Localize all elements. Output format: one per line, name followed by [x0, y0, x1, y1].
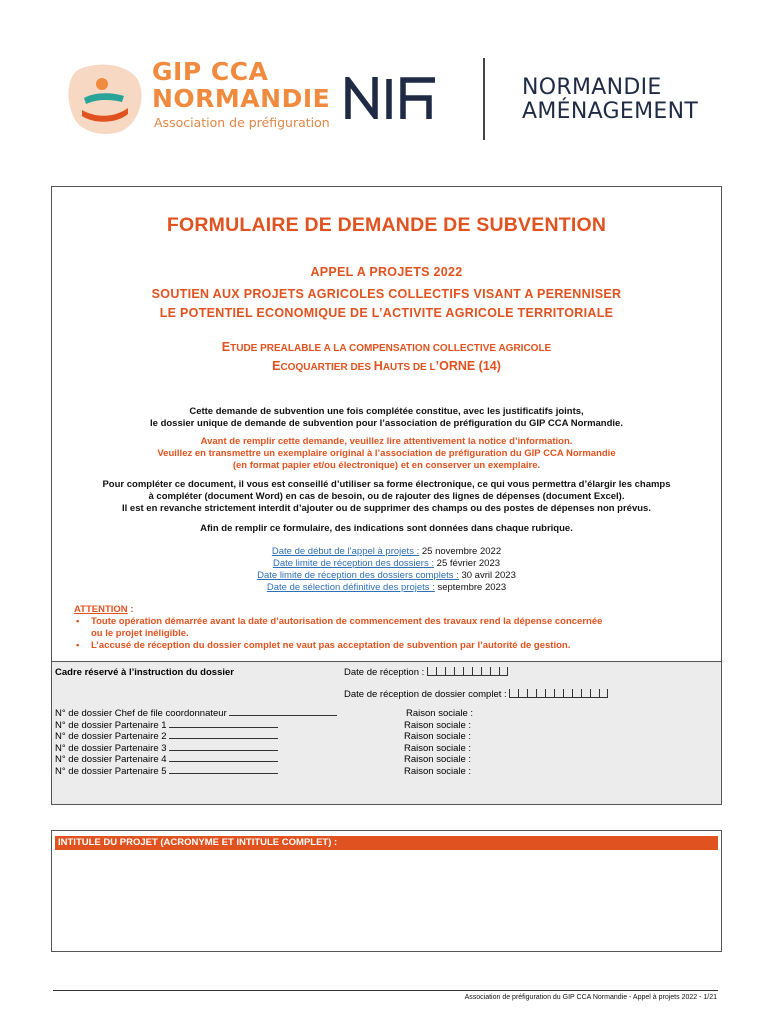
eco-o: O [439, 359, 449, 373]
gip-cca-logo-line2: NORMANDIE [152, 84, 331, 113]
attention-item-line2: ou le projet inéligible. [91, 628, 189, 639]
dossier-input-line[interactable] [169, 743, 278, 751]
etude-rest: TUDE PREALABLE A LA COMPENSATION COLLECTIVE AGRICOLE [230, 343, 552, 354]
notice-line2: Veuillez en transmettre un exemplaire original à l’association de préfiguration du GIP CCA Normandie [157, 448, 616, 459]
dossier-input-line[interactable] [169, 731, 278, 739]
raison-sociale-label: Raison sociale : [404, 731, 472, 742]
date-label: Date limite de réception des dossiers complets : [257, 570, 459, 581]
dossier-label: N° de dossier Chef de file coordonnateur [55, 708, 230, 719]
gip-cca-logo-title [152, 58, 330, 112]
eco-initial: E [272, 359, 281, 373]
dossier-label: N° de dossier Partenaire 4 [55, 754, 170, 765]
dossier-label: N° de dossier Partenaire 2 [55, 731, 170, 742]
attention-item [74, 616, 714, 640]
dossier-row-partner4 [55, 754, 337, 766]
raison-sociale-list [404, 708, 473, 777]
dossier-numbers [55, 708, 337, 777]
dossier-input-line[interactable] [169, 720, 278, 728]
dossier-label: N° de dossier Partenaire 5 [55, 765, 170, 777]
complete-reception-date-label: Date de réception de dossier complet : [344, 689, 510, 700]
project-title-header: INTITULE DU PROJET (ACRONYME ET INTITULE COMPLET) : [55, 836, 718, 850]
etude-initial: E [221, 340, 231, 354]
footer-divider [53, 990, 718, 991]
attention-title: ATTENTION [74, 604, 128, 615]
gip-cca-logo [68, 58, 338, 134]
dossier-row-chef [55, 708, 337, 720]
dossier-label: N° de dossier Partenaire 3 [55, 742, 170, 754]
normandie-amenagement-mark-icon [345, 77, 437, 119]
soutien-line1: SOUTIEN AUX PROJETS AGRICOLES COLLECTIFS VISANT A PERENNISER [151, 287, 622, 301]
dossier-label: N° de dossier Partenaire 1 [55, 719, 170, 731]
notice-line1: Avant de remplir cette demande, veuillez lire attentivement la notice d’information. [200, 436, 573, 447]
eco-part2: AUTS DE L [382, 362, 436, 373]
etude-title [51, 338, 722, 356]
date-line-selection [51, 582, 722, 594]
attention-block [74, 604, 714, 652]
form-title: FORMULAIRE DE DEMANDE DE SUBVENTION [166, 214, 607, 236]
gip-cca-logo-line1: GIP CCA [152, 57, 269, 86]
date-value: 25 novembre 2022 [419, 546, 502, 557]
raison-sociale-label: Raison sociale : [404, 765, 472, 777]
advice-line3: Il est en revanche strictement interdit d’ajouter ou de supprimer des champs ou des postes de dépenses non prévus. [122, 503, 651, 514]
eco-part3: RNE (14) [448, 359, 501, 373]
notice-line3: (en format papier et/ou électronique) et en conserver un exemplaire. [232, 460, 541, 471]
eco-apos: ’ [435, 359, 440, 373]
dossier-input-line[interactable] [169, 754, 278, 762]
date-value: septembre 2023 [434, 582, 507, 593]
date-label: Date de début de l’appel à projets : [271, 546, 420, 557]
reception-date-field[interactable] [344, 667, 508, 678]
raison-sociale-label: Raison sociale : [404, 742, 472, 754]
na-logo-line1: NORMANDIE [522, 75, 662, 100]
appel-title: APPEL A PROJETS 2022 [310, 265, 463, 279]
raison-sociale-label: Raison sociale : [404, 719, 472, 731]
eco-part1: COQUARTIER DES [280, 362, 374, 373]
attention-item: • L’accusé de réception du dossier complet ne vaut pas acceptation de subvention par l’autorité de gestion. [74, 640, 714, 652]
date-line-complete [51, 570, 722, 582]
date-value: 25 février 2023 [434, 558, 501, 569]
gip-cca-emblem-icon [68, 62, 142, 134]
date-label: Date de sélection définitive des projets : [266, 582, 435, 593]
indications-line: Afin de remplir ce formulaire, des indications sont données dans chaque rubrique. [200, 523, 573, 534]
raison-sociale-label: Raison sociale : [406, 708, 474, 719]
instruction-box [51, 661, 722, 805]
na-logo-line2: AMÉNAGEMENT [522, 99, 699, 124]
complete-reception-date-field[interactable] [344, 689, 608, 700]
intro-line2: le dossier unique de demande de subvention pour l’association de préfiguration du GIP CCA Normandie. [150, 418, 623, 429]
normandie-amenagement-logo-text [522, 76, 698, 124]
reception-date-label: Date de réception : [344, 667, 427, 678]
date-label: Date limite de réception des dossiers : [272, 558, 435, 569]
date-value: 30 avril 2023 [458, 570, 516, 581]
dossier-input-line[interactable] [229, 708, 337, 716]
advice-line1: Pour compléter ce document, il vous est conseillé d’utiliser sa forme électronique, ce qui vous permettra d’élargir les champs [102, 479, 671, 490]
intro-line1: Cette demande de subvention une fois complétée constitue, avec les justificatifs joints, [189, 406, 584, 417]
advice-line2: à compléter (document Word) en cas de besoin, ou de rajouter des lignes de dépenses (document Excel). [148, 491, 625, 502]
complete-reception-date-boxes[interactable] [509, 689, 608, 700]
raison-sociale-label: Raison sociale : [404, 754, 472, 765]
instruction-title: Cadre réservé à l’instruction du dossier [55, 667, 234, 678]
dossier-row-partner2 [55, 731, 337, 743]
dossier-row-partner3 [55, 743, 337, 755]
gip-cca-logo-subtitle: Association de préfiguration [154, 115, 330, 130]
project-title-box[interactable] [51, 830, 722, 952]
footer-text: Association de préfiguration du GIP CCA Normandie - Appel à projets 2022 - 1/21 [464, 994, 717, 1001]
reception-date-boxes[interactable] [427, 667, 508, 678]
date-line-start [51, 546, 722, 558]
ecoquartier-title [51, 357, 722, 375]
attention-colon: : [127, 604, 134, 615]
attention-list [74, 616, 714, 652]
soutien-line2: LE POTENTIEL ECONOMIQUE DE L’ACTIVITE AGRICOLE TERRITORIALE [159, 306, 614, 320]
logo-divider [483, 58, 485, 140]
dossier-input-line[interactable] [169, 766, 278, 774]
eco-h: H [373, 359, 383, 373]
dossier-row-partner5 [55, 766, 337, 778]
dossier-row-partner1 [55, 720, 337, 732]
date-line-deadline [51, 558, 722, 570]
attention-item-line1: • Toute opération démarrée avant la date d’autorisation de commencement des travaux rend la dépense concernée [91, 616, 603, 627]
